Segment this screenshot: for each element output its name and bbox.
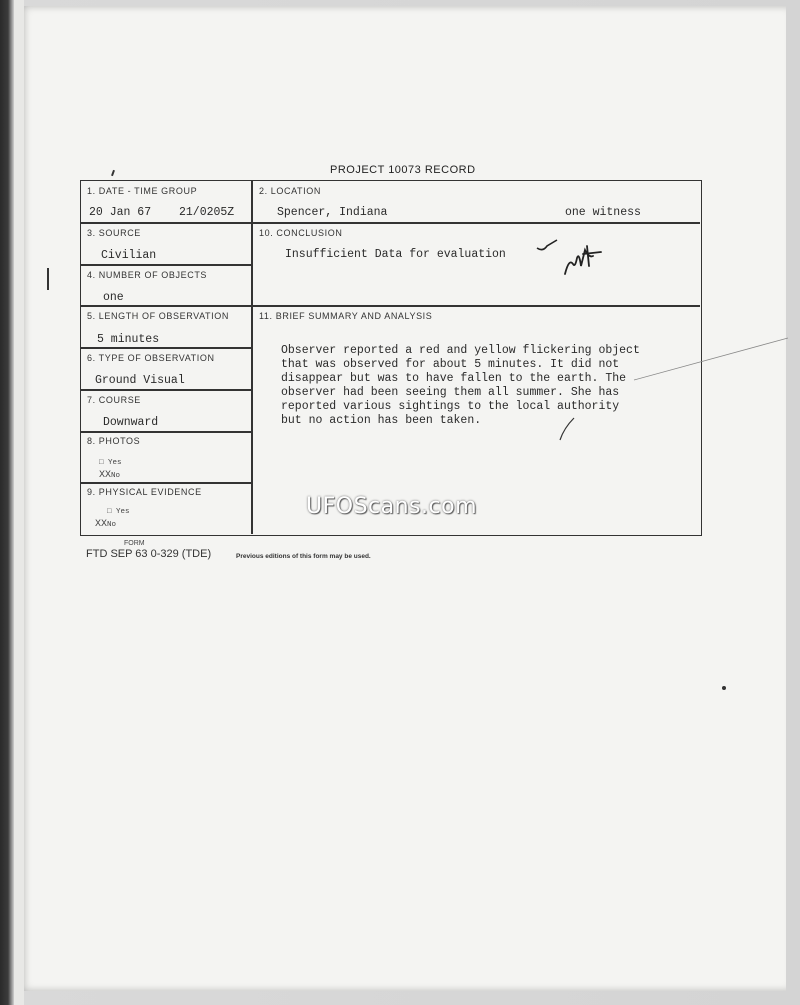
- row-rule: [81, 347, 251, 349]
- summary-label: 11. BRIEF SUMMARY AND ANALYSIS: [259, 311, 433, 321]
- observation-type-value: Ground Visual: [95, 374, 185, 387]
- row-rule: [81, 431, 251, 433]
- pen-stroke: [632, 334, 792, 384]
- summary-line: that was observed for about 5 minutes. It did not: [281, 358, 620, 371]
- observation-type-label: 6. TYPE OF OBSERVATION: [87, 353, 215, 363]
- conclusion-value: Insufficient Data for evaluation: [285, 248, 506, 261]
- column-divider: [251, 181, 253, 534]
- physical-evidence-label: 9. PHYSICAL EVIDENCE: [87, 487, 202, 497]
- row-rule: [81, 264, 251, 266]
- summary-line: but no action has been taken.: [281, 414, 482, 427]
- evidence-yes-label: Yes: [116, 508, 130, 516]
- location-value: Spencer, Indiana: [277, 206, 388, 219]
- row-rule: [81, 389, 251, 391]
- source-label: 3. SOURCE: [87, 228, 141, 238]
- photos-no-option: [99, 470, 120, 481]
- date-value: 20 Jan 67: [89, 206, 152, 219]
- form-title: PROJECT 10073 RECORD: [330, 164, 476, 176]
- photos-label: 8. PHOTOS: [87, 436, 141, 446]
- location-label: 2. LOCATION: [259, 186, 321, 196]
- row-rule: [81, 482, 251, 484]
- summary-line: disappear but was to have fallen to the earth. The: [281, 372, 627, 385]
- summary-line: observer had been seeing them all summer. She has: [281, 386, 620, 399]
- photos-yes-option: □ Yes: [99, 459, 122, 467]
- length-label: 5. LENGTH OF OBSERVATION: [87, 311, 229, 321]
- watermark: UFOScans.com: [306, 494, 477, 519]
- evidence-yes-option: □ Yes: [107, 508, 130, 516]
- summary-line: reported various sightings to the local authority: [281, 400, 620, 413]
- form-identifier: FTD SEP 63 0-329 (TDE): [86, 548, 212, 560]
- pen-stroke: [556, 414, 578, 442]
- summary-line: Observer reported a red and yellow flickering object: [281, 344, 640, 357]
- length-value: 5 minutes: [97, 333, 160, 346]
- handwritten-initials: [535, 238, 615, 282]
- form-note: Previous editions of this form may be used.: [236, 553, 371, 560]
- objects-label: 4. NUMBER OF OBJECTS: [87, 270, 208, 280]
- row-rule: [81, 222, 700, 224]
- time-value: 21/0205Z: [179, 206, 235, 219]
- scan-mark: [722, 686, 726, 690]
- conclusion-label: 10. CONCLUSION: [259, 228, 343, 238]
- scan-mark: [47, 268, 49, 290]
- course-label: 7. COURSE: [87, 395, 141, 405]
- source-value: Civilian: [101, 249, 157, 262]
- date-time-label: 1. DATE - TIME GROUP: [87, 186, 198, 196]
- record-form: [80, 180, 702, 536]
- witness-note: one witness: [565, 206, 641, 219]
- evidence-no-label: No: [107, 521, 117, 529]
- form-word: FORM: [124, 540, 145, 547]
- photos-mark: XX: [99, 470, 112, 481]
- objects-value: one: [103, 291, 124, 304]
- photos-no-label: No: [111, 472, 121, 480]
- page-edge: [14, 0, 24, 1005]
- evidence-no-option: [95, 519, 116, 530]
- course-value: Downward: [103, 416, 159, 429]
- photos-yes-label: Yes: [108, 459, 122, 467]
- evidence-mark: XX: [95, 519, 108, 530]
- summary-text: [281, 344, 661, 428]
- row-rule: [81, 305, 700, 307]
